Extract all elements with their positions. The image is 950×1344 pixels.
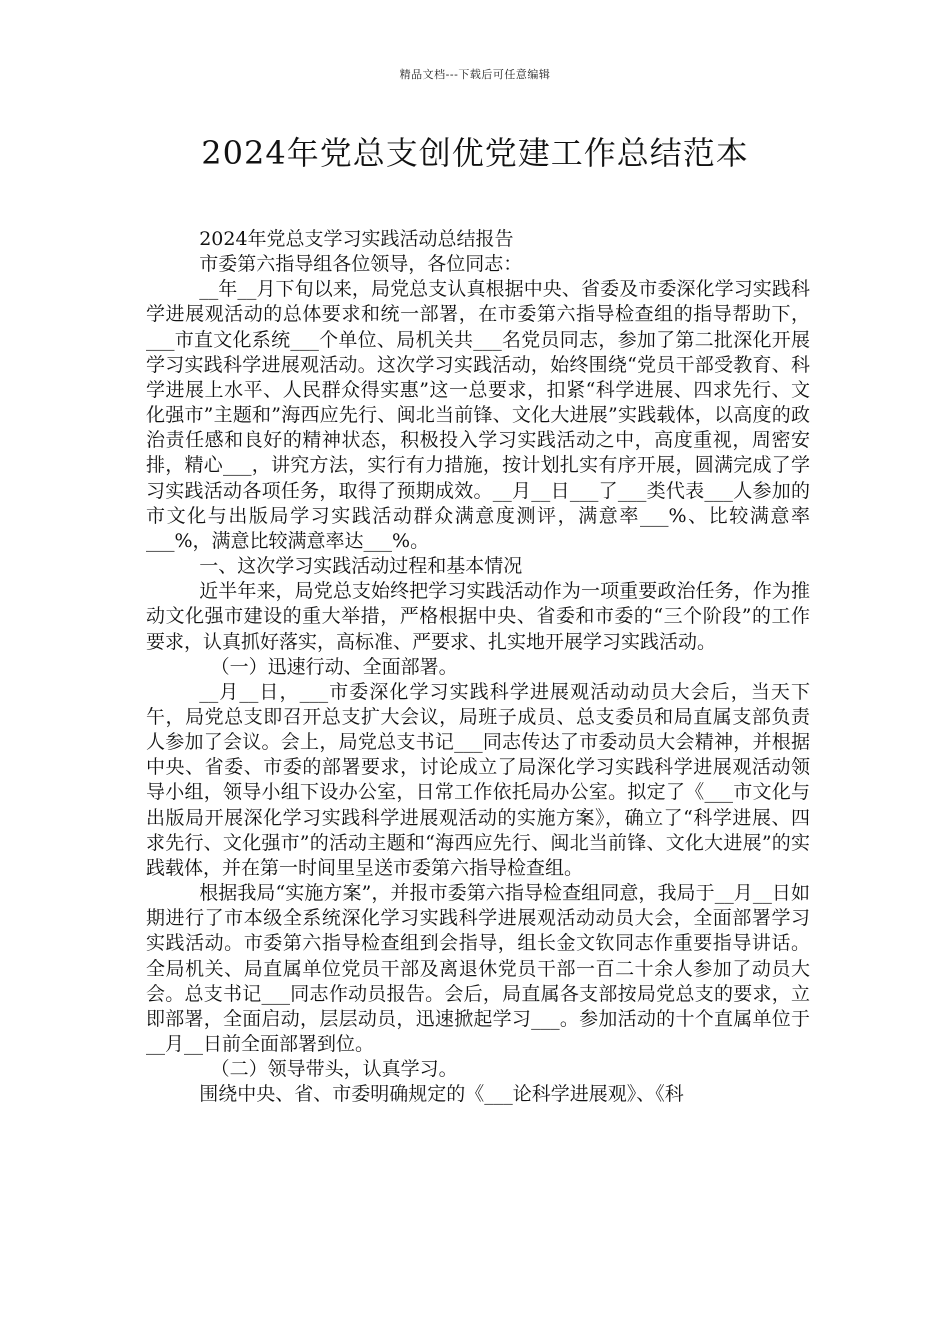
report-heading: 2024年党总支学习实践活动总结报告: [199, 228, 514, 250]
header-note: 精品文档---下载后可任意编辑: [399, 68, 551, 81]
document-body: [146, 227, 810, 1107]
subsection-heading-2: （二）领导带头，认真学习。: [210, 1058, 458, 1081]
section-heading-1: 一、这次学习实践活动过程和基本情况: [199, 555, 523, 578]
paragraph-overview: 近半年来，局党总支始终把学习实践活动作为一项重要政治任务，作为推动文化强市建设的重大举措，严格根据中央、省委和市委的“三个阶段”的工作要求，认真抓好落实，高标准、严要求、扎实地开展学习实践活动。: [146, 580, 810, 653]
salutation: 市委第六指导组各位领导，各位同志：: [199, 253, 523, 276]
paragraph-deployment: __月__日，___市委深化学习实践科学进展观活动动员大会后，当天下午，局党总支即召开总支扩大会议，局班子成员、总支委员和局直属支部负责人参加了会议。会上，局党总支书记___同志传达了市委动员大会精神，并根据中央、省委、市委的部署要求，讨论成立了局深化学习实践科学进展观活动领导小组，领导小组下设办公室，日常工作依托局办公室。拟定了《___市文化与出版局开展深化学习实践科学进展观活动的实施方案》，确立了“科学进展、四求先行、文化强市”的活动主题和“海西应先行、闽北当前锋、文化大进展”的实践载体，并在第一时间里呈送市委第六指导检查组。: [146, 680, 810, 879]
paragraph-intro: __年__月下旬以来，局党总支认真根据中央、省委及市委深化学习实践科学进展观活动的总体要求和统一部署，在市委第六指导检查组的指导帮助下，___市直文化系统___个单位、局机关共___名党员同志，参加了第二批深化开展学习实践科学进展观活动。这次学习实践活动，始终围绕“党员干部受教育、科学进展上水平、人民群众得实惠”这一总要求，扣紧“科学进展、四求先行、文化强市”主题和”海西应先行、闽北当前锋、文化大进展”实践载体，以高度的政治责任感和良好的精神状态，积极投入学习实践活动之中，高度重视，周密安排，精心___，讲究方法，实行有力措施，按计划扎实有序开展，圆满完成了学习实践活动各项任务，取得了预期成效。__月__日___了___类代表___人参加的市文化与出版局学习实践活动群众满意度测评，满意率___%、比较满意率___%，满意比较满意率达___%。: [146, 278, 810, 552]
paragraph-study: 围绕中央、省、市委明确规定的《___论科学进展观》、《科: [199, 1083, 684, 1106]
paragraph-mobilization: 根据我局“实施方案”，并报市委第六指导检查组同意，我局于__月__日如期进行了市本级全系统深化学习实践科学进展观活动动员大会，全面部署学习实践活动。市委第六指导检查组到会指导，组长金文钦同志作重要指导讲话。全局机关、局直属单位党员干部及离退休党员干部一百二十余人参加了动员大会。总支书记___同志作动员报告。会后，局直属各支部按局党总支的要求，立即部署，全面启动，层层动员，迅速掀起学习___。参加活动的十个直属单位于__月__日前全面部署到位。: [146, 882, 810, 1055]
subsection-heading-1: （一）迅速行动、全面部署。: [210, 655, 458, 678]
document-title: 2024年党总支创优党建工作总结范本: [201, 134, 749, 172]
